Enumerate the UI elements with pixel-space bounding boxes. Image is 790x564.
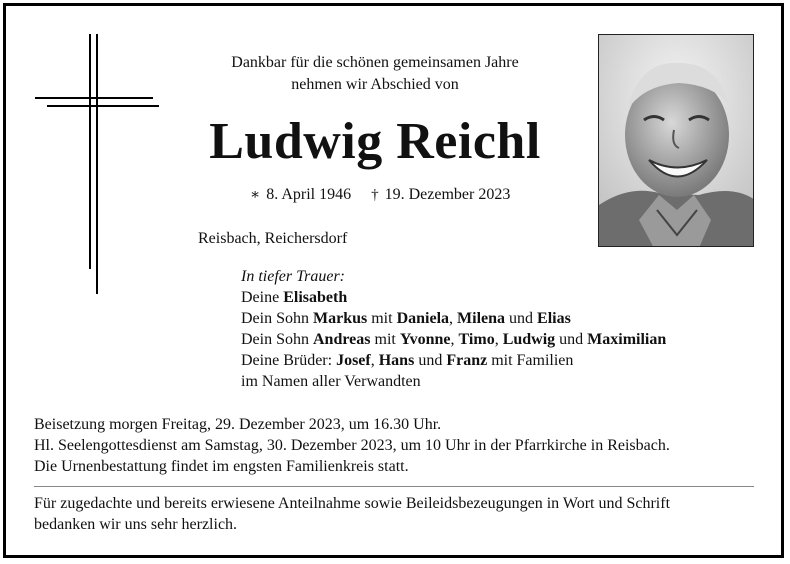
place-of-residence: Reisbach, Reichersdorf (198, 230, 348, 247)
intro-text (170, 52, 580, 96)
mourner-line-4: Deine Brüder: Josef, Hans und Franz mit Familien (241, 352, 574, 369)
cross-horizontal-bar (35, 97, 153, 99)
intro-line-2: nehmen wir Abschied von (291, 76, 459, 93)
thanks-line-1: Für zugedachte und bereits erwiesene Anteilnahme sowie Beileidsbezeugungen in Wort und Schrift (34, 495, 671, 512)
birth-star-icon: ∗ (250, 187, 261, 203)
life-dates (250, 185, 510, 205)
mourner-line-1: Deine Elisabeth (241, 289, 348, 306)
divider (34, 486, 754, 487)
urn-line: Die Urnenbestattung findet im engsten Familienkreis statt. (34, 458, 409, 475)
cross-horizontal-bar-2 (47, 105, 159, 107)
death-date: 19. Dezember 2023 (384, 186, 511, 203)
mourner-line-2: Dein Sohn Markus mit Daniela, Milena und Elias (241, 310, 571, 327)
thanks-line-2: bedanken wir uns sehr herzlich. (34, 516, 238, 533)
mourner-line-3: Dein Sohn Andreas mit Yvonne, Timo, Ludwig und Maximilian (241, 331, 667, 348)
death-cross-icon: † (371, 187, 379, 203)
thanks-text (34, 493, 670, 535)
intro-line-1: Dankbar für die schönen gemeinsamen Jahre (231, 54, 519, 71)
mourner-line-5: im Namen aller Verwandten (241, 373, 421, 390)
mourners-title: In tiefer Trauer: (241, 268, 345, 285)
burial-line: Beisetzung morgen Freitag, 29. Dezember 2023, um 16.30 Uhr. (34, 416, 442, 433)
mass-line: Hl. Seelengottesdienst am Samstag, 30. Dezember 2023, um 10 Uhr in der Pfarrkirche in Reisbach. (34, 437, 670, 454)
portrait-photo (598, 34, 754, 247)
mourners-list (241, 266, 666, 392)
service-info (34, 414, 670, 477)
cross-vertical-bar (89, 34, 91, 269)
cross-vertical-bar-2 (96, 34, 98, 294)
birth-date: 8. April 1946 (266, 186, 352, 203)
deceased-name: Ludwig Reichl (209, 113, 541, 170)
